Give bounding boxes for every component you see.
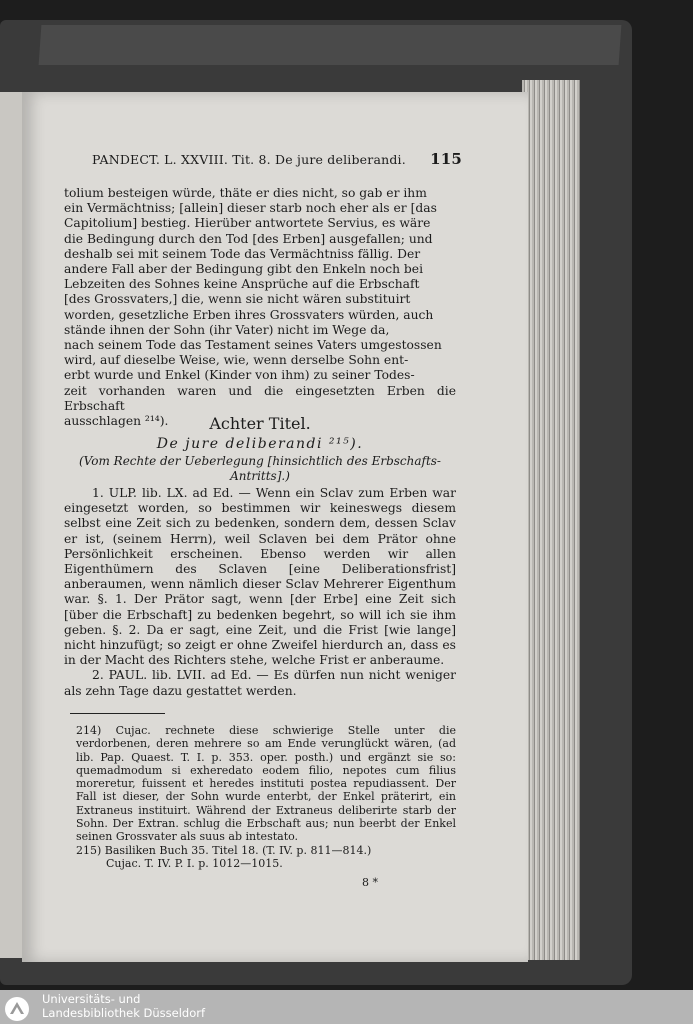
page-number: 115 — [430, 150, 462, 168]
body-line: ein Vermächtniss; [allein] dieser starb noch eher als er [das — [64, 201, 437, 216]
footnote: 215) Basiliken Buch 35. Titel 18. (T. IV. p. 811—814.) — [76, 843, 372, 857]
footnote-rule — [70, 713, 165, 714]
institution-line-2: Landesbibliothek Düsseldorf — [42, 1006, 206, 1020]
institution-name[interactable] — [42, 992, 205, 1020]
section-subtitle-line2: Antritts].) — [230, 469, 290, 483]
body-line: die Bedingung durch den Tod [des Erben] ausgefallen; und — [64, 231, 433, 246]
body-line: worden, gesetzliche Erben ihres Grossvaters würden, auch — [64, 307, 434, 322]
law-paragraph: 2. PAUL. lib. LVII. ad Ed. — Es dürfen nun nicht weniger als zehn Tage dazu gestattet werden. — [64, 668, 456, 698]
body-line: Capitolium] bestieg. Hierüber antwortete Servius, es wäre — [64, 216, 431, 231]
law-paragraphs — [64, 486, 456, 699]
signature-mark: 8 * — [362, 876, 378, 889]
footnote: 214) Cujac. rechnete diese schwierige Stelle unter die verdorbenen, deren mehrere so am Ende verunglückt wären, (ad lib. Pap. Quaest. T. I. p. 353. oper. posth.) und ergänzt sie so: quemadmodum si exheredato eodem filio, nepotes cum filius moreretur, fuissent et heredes instituti postea repudiassent. Der Fall ist dieser, der Sohn wurde enterbt, der Enkel präterirt, ein Extraneus instituirt. Während der Extraneus deliberirte starb der Sohn. Der Extran. schlug die Erbschaft aus; nun beerbt der Enkel seinen Grossvater als suus ab intestato. — [76, 724, 456, 844]
body-line: tolium besteigen würde, thäte er dies nicht, so gab er ihm — [64, 186, 427, 200]
body-line: erbt wurde und Enkel (Kinder von ihm) zu seiner Todes- — [64, 368, 415, 383]
book-cover-top-edge — [39, 25, 622, 65]
body-text — [64, 186, 456, 429]
section-latin-title: De jure deliberandi ²¹⁵). — [156, 436, 364, 452]
body-line: [des Grossvaters,] die, wenn sie nicht wären substituirt — [64, 292, 411, 307]
running-head-text: PANDECT. L. XXVIII. Tit. 8. De jure deliberandi. — [92, 152, 406, 167]
section-title: Achter Titel. — [209, 414, 311, 433]
section-heading — [64, 414, 456, 484]
footnotes — [76, 724, 456, 870]
ulb-logo-icon[interactable] — [4, 996, 30, 1022]
section-subtitle-line1: (Vom Rechte der Ueberlegung [hinsichtlich des Erbschafts- — [79, 454, 441, 468]
body-line: deshalb sei mit seinem Tode das Vermächtniss fällig. Der — [64, 246, 421, 261]
body-line: stände ihnen der Sohn (ihr Vater) nicht im Wege da, — [64, 322, 390, 337]
institution-line-1: Universitäts- und — [42, 992, 141, 1006]
left-page-edge — [0, 92, 24, 958]
page-edges — [522, 80, 580, 960]
body-line: nach seinem Tode das Testament seines Vaters umgestossen — [64, 338, 442, 353]
body-line: Lebzeiten des Sohnes keine Ansprüche auf die Erbschaft — [64, 277, 420, 292]
body-line: zeit vorhanden waren und die eingesetzten Erben die Erbschaft — [64, 383, 456, 413]
body-line: andere Fall aber der Bedingung gibt den Enkeln noch bei — [64, 262, 424, 277]
body-line: wird, auf dieselbe Weise, wie, wenn derselbe Sohn ent- — [64, 353, 409, 368]
footnote: Cujac. T. IV. P. I. p. 1012—1015. — [106, 856, 283, 870]
law-paragraph: 1. ULP. lib. LX. ad Ed. — Wenn ein Sclav zum Erben war eingesetzt worden, so bestimmen wir keineswegs diesem selbst eine Zeit sich zu bedenken, sondern dem, dessen Sclav er ist, (seinem Herrn), weil Sclaven bei dem Prätor ohne Persönlichkeit erscheinen. Ebenso werden wir allen Eigenthümern des Sclaven [eine Deliberationsfrist] anberaumen, wenn nämlich dieser Sclav Mehrerer Eigenthum war. §. 1. Der Prätor sagt, wenn [der Erbe] eine Zeit sich [über die Erbschaft] zu bedenken begehrt, so will ich sie ihm geben. §. 2. Da er sagt, eine Zeit, und die Frist [wie lange] nicht hinzufügt; so zeigt er ohne Zweifel hierdurch an, dass es in der Macht des Richters stehe, welche Frist er anberaume. — [64, 486, 456, 668]
running-head — [92, 152, 462, 167]
body-line: ausschlagen ²¹⁴). — [64, 414, 169, 429]
